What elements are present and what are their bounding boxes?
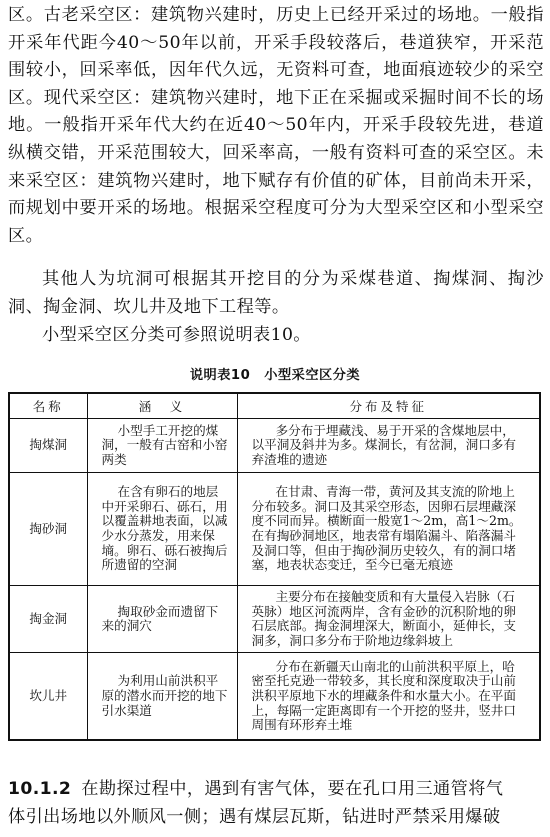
row-name-cell: 掏煤洞: [9, 419, 87, 473]
section-number: 10.1.2: [8, 779, 72, 799]
row-name-cell: 掏砂洞: [9, 473, 87, 586]
row-meaning-cell: 在含有卵石的地层中开采卵石、砾石，用以覆盖耕地表面，以减少水分蒸发，用来保墒。卵石、砾石被掏后所遗留的空洞: [87, 473, 237, 586]
row-distribution-cell: 分布在新疆天山南北的山前洪积平原上，哈密至托克逊一带较多，其长度和深度取决于山前洪积平原地下水的埋藏条件和水量大小。在平面上，每隔一定距离即有一个开挖的竖井，竖井口周围有环形弃土堆: [237, 653, 540, 741]
row-meaning-cell: 掏取砂金而遗留下来的洞穴: [87, 586, 237, 653]
table-header-row: [9, 393, 540, 419]
header-distribution: 分布及特征: [237, 393, 540, 419]
row-name-cell: 掏金洞: [9, 586, 87, 653]
paragraph-other-cavities: 其他人为坑洞可根据其开挖目的分为采煤巷道、掏煤洞、掏沙洞、掏金洞、坎儿井及地下工程等。: [8, 269, 544, 317]
table-caption-number: 说明表10: [189, 368, 251, 383]
row-distribution-cell: 主要分布在接触变质和有大量侵入岩脉（石英脉）地区河流两岸，含有金砂的沉积阶地的卵石层底部。掏金洞埋深大，断面小，延伸长，支洞多，洞口多分布于阶地边缘斜坡上: [237, 586, 540, 653]
header-meaning: 涵 义: [87, 393, 237, 419]
table-row: [9, 473, 540, 586]
row-distribution-cell: 多分布于埋藏浅、易于开采的含煤地层中，以平洞及斜井为多。煤洞长，有岔洞，洞口多有弃渣堆的遗迹: [237, 419, 540, 473]
paragraph-table-reference: 小型采空区分类可参照说明表10。: [42, 325, 311, 345]
row-meaning-cell: 小型手工开挖的煤洞，一般有古窑和小窑两类: [87, 419, 237, 473]
row-name-cell: 坎儿井: [9, 653, 87, 741]
table-row: [9, 653, 540, 741]
table-row: [9, 419, 540, 473]
section-text-line-2: 体引出场地以外顺风一侧；遇有煤层瓦斯，钻进时严禁采用爆破: [8, 807, 501, 827]
classification-table: [8, 392, 541, 741]
header-name: 名称: [9, 393, 87, 419]
section-text-line-1: 在勘探过程中，遇到有害气体，要在孔口用三通管将气: [81, 779, 504, 799]
table-caption-title: 小型采空区分类: [264, 368, 361, 383]
section-line-1: [8, 776, 548, 804]
table-row: [9, 586, 540, 653]
table-caption: [0, 364, 550, 383]
row-distribution-cell: 在甘肃、青海一带，黄河及其支流的阶地上分布较多。洞口及其采空形态，因卵石层埋藏深度不同而异。横断面一般宽1～2m，高1～2m。在有掏砂洞地区，地表常有塌陷漏斗、陷落漏斗及洞口等，但由于掏砂洞历史较久，有的洞口堵塞，地表状态变迁，至今已毫无痕迹: [237, 473, 540, 586]
row-meaning-cell: 为利用山前洪积平原的潜水而开挖的地下引水渠道: [87, 653, 237, 741]
paragraph-goaf-types: 区。古老采空区：建筑物兴建时，历史上已经开采过的场地。一般指开采年代距今40～50年以前，开采手段较落后，巷道狭窄，开采范围较小，回采率低，因年代久远，无资料可查，地面痕迹较少的采空区。现代采空区：建筑物兴建时，地下正在采掘或采掘时间不长的场地。一般指开采年代大约在近40～50年内，开采手段较先进，巷道纵横交错，开采范围较大，回采率高，一般有资料可查的采空区。未来采空区：建筑物兴建时，地下赋存有价值的矿体，目前尚未开采，而规划中要开采的场地。根据采空程度可分为大型采空区和小型采空区。: [8, 5, 544, 246]
